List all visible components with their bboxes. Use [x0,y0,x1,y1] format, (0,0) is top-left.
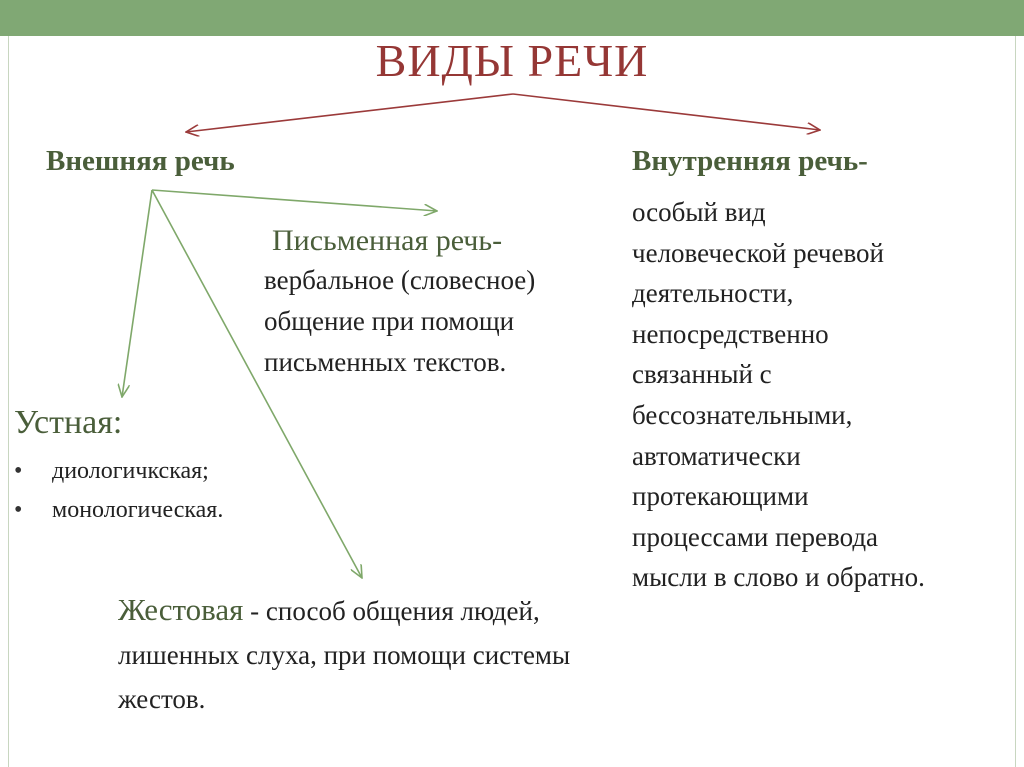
bullet-icon: • [14,458,23,484]
gesture-speech-description: - способ общения людей, лишенных слуха, при помощи системы жестов. [118,596,571,714]
list-item-text: диологичкская; [52,458,209,484]
bullet-icon: • [14,497,23,523]
slide-title: ВИДЫ РЕЧИ [375,35,649,86]
oral-speech-title: Устная: [14,404,123,441]
gesture-speech-block [118,588,578,721]
written-speech-block [264,222,624,383]
list-item [14,452,223,491]
external-speech-heading: Внешняя речь [46,145,235,177]
written-speech-description: вербальное (словесное) общение при помощи письменных текстов. [264,265,536,377]
oral-speech-list [14,452,223,530]
internal-speech-description: особый вид человеческой речевой деятельности, непосредственно связанный с бессознательными, автоматически протекающими процессами перевода мысли в слово и обратно. [632,197,925,593]
arrow-to-written [152,190,437,211]
arrow-to-internal [513,94,820,130]
arrow-to-oral [122,190,152,397]
written-speech-title: Письменная речь- [272,224,503,257]
internal-speech-heading: Внутренняя речь- [632,145,868,177]
list-item [14,491,223,530]
arrow-to-external [186,94,513,132]
list-item-text: монологическая. [52,497,224,523]
gesture-speech-title: Жестовая [118,592,244,627]
